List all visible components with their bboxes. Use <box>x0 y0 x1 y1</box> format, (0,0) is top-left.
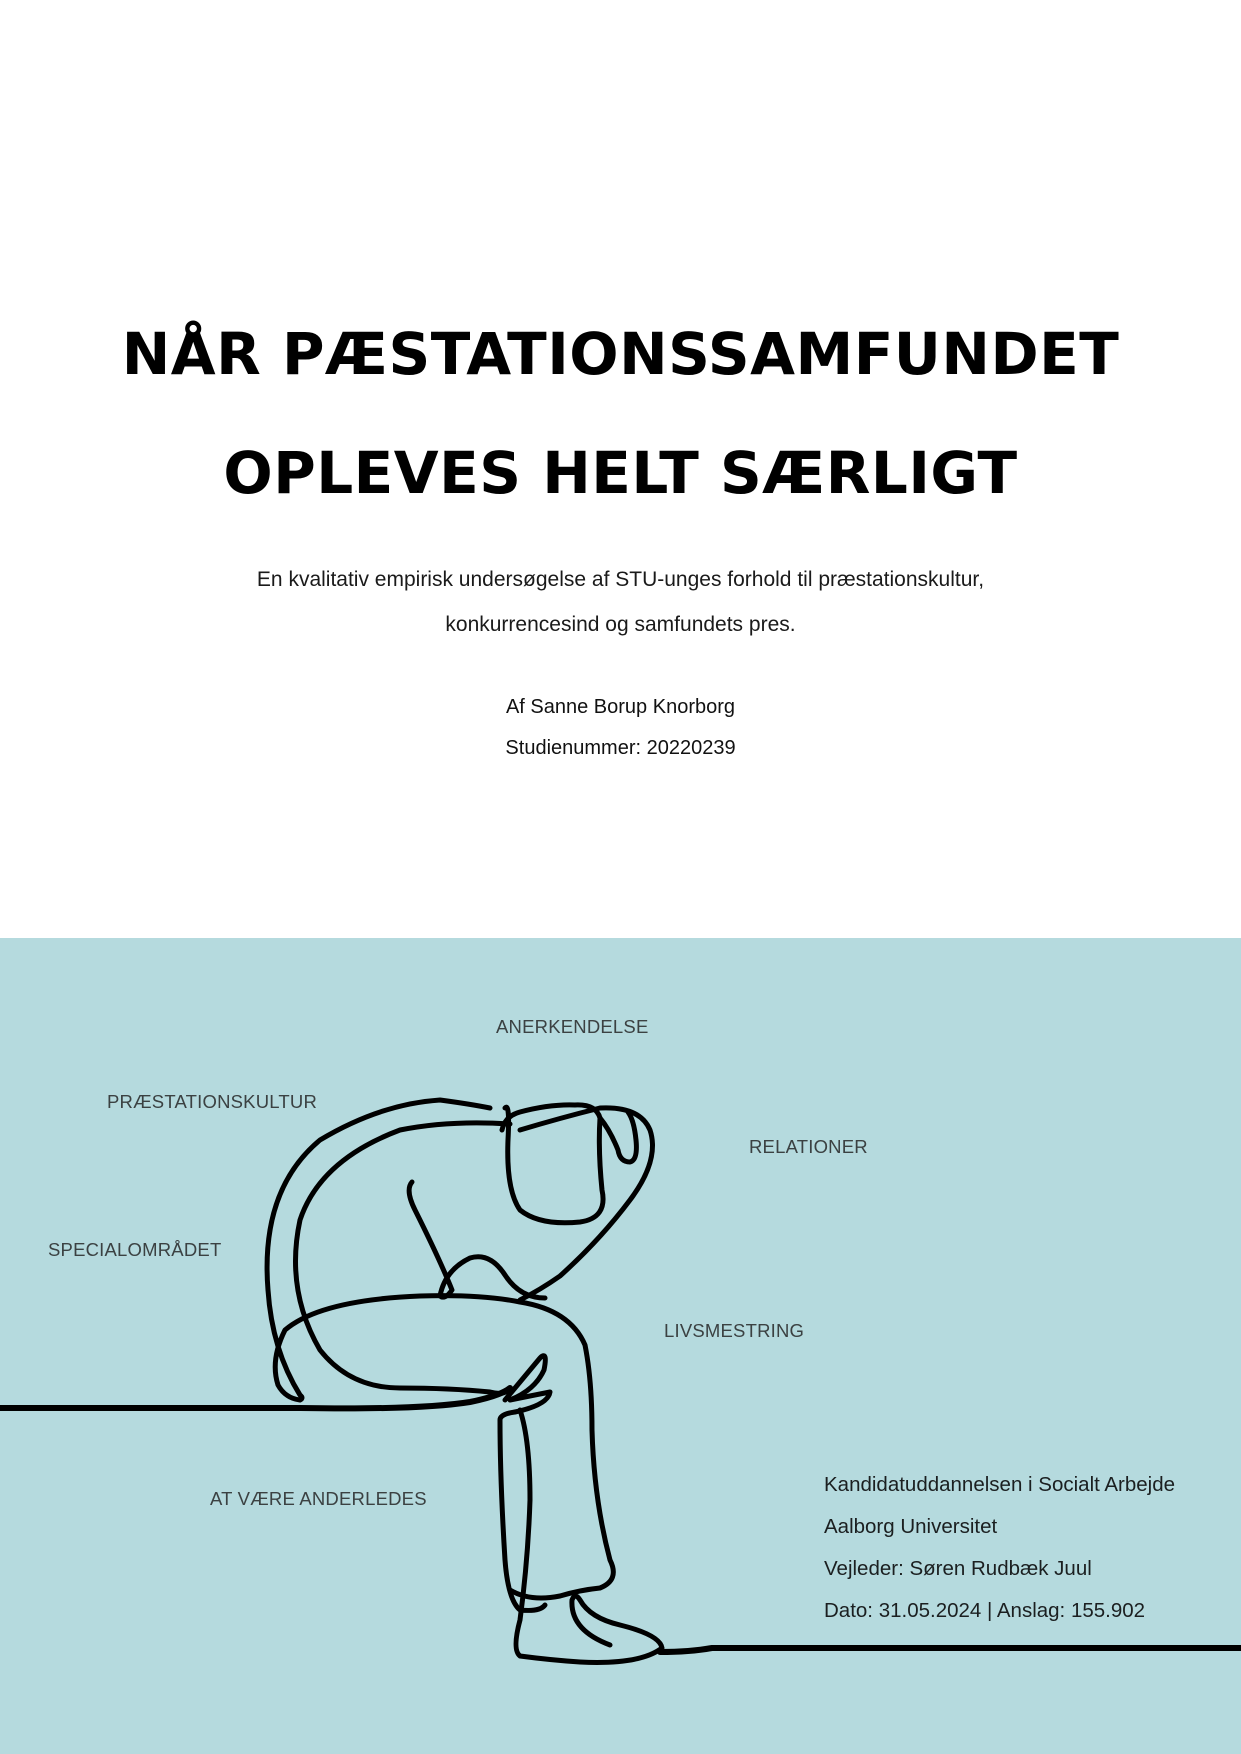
supervisor: Vejleder: Søren Rudbæk Juul <box>824 1557 1092 1580</box>
author-name: Af Sanne Borup Knorborg <box>505 696 736 718</box>
university-name: Aalborg Universitet <box>824 1515 998 1538</box>
program-name: Kandidatuddannelsen i Socialt Arbejde <box>824 1473 1176 1496</box>
keyword-relationer: RELATIONER <box>749 1136 868 1157</box>
keyword-specialomraadet: SPECIALOMRÅDET <box>48 1239 222 1260</box>
thesis-info-block <box>824 1464 1175 1632</box>
student-number: Studienummer: 20220239 <box>505 737 736 759</box>
keyword-at-vaere-anderledes: AT VÆRE ANDERLEDES <box>210 1488 427 1509</box>
title-line-1: NÅR PÆSTATIONSSAMFUNDET <box>121 320 1120 388</box>
date-and-character-count: Dato: 31.05.2024 | Anslag: 155.902 <box>824 1599 1146 1622</box>
subtitle-line-2: konkurrencesind og samfundets pres. <box>445 613 796 636</box>
title-line-2: OPLEVES HELT SÆRLIGT <box>223 439 1018 507</box>
keyword-anerkendelse: ANERKENDELSE <box>496 1016 649 1037</box>
subtitle-line-1: En kvalitativ empirisk undersøgelse af STU-unges forhold til præstationskultur, <box>256 568 985 591</box>
keyword-praestationskultur: PRÆSTATIONSKULTUR <box>107 1091 317 1112</box>
keyword-livsmestring: LIVSMESTRING <box>664 1320 805 1341</box>
